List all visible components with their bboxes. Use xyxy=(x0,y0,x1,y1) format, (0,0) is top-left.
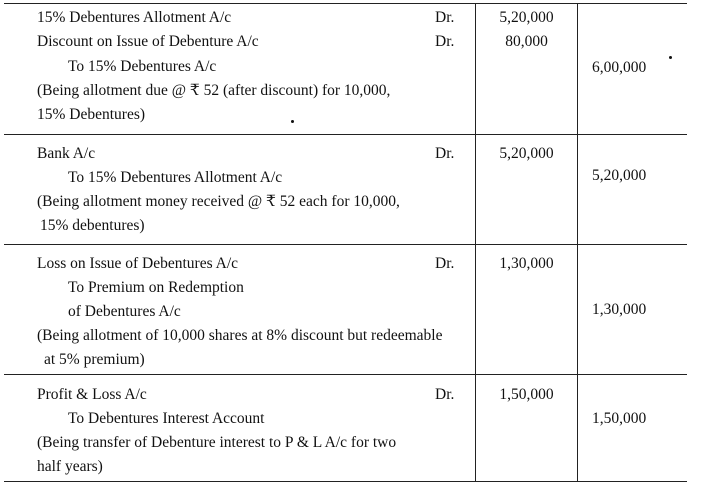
credit-amount: 5,20,000 xyxy=(592,167,647,184)
entry-particulars-line: Bank A/c xyxy=(37,145,96,162)
entry-narration: 15% debentures) xyxy=(40,217,145,234)
entry-particulars-line: of Debentures A/c xyxy=(68,303,181,320)
entry-particulars-line: To 15% Debentures A/c xyxy=(68,58,217,75)
row-divider xyxy=(4,374,687,375)
credit-amount: 6,00,000 xyxy=(592,59,647,76)
row-divider xyxy=(4,134,687,135)
debit-amount: 1,30,000 xyxy=(499,255,554,272)
entry-particulars-line: 15% Debentures Allotment A/c xyxy=(37,9,232,26)
dr-label: Dr. xyxy=(435,145,455,162)
entry-narration: half years) xyxy=(37,458,103,475)
scan-speck xyxy=(291,120,294,123)
debit-amount: 5,20,000 xyxy=(499,9,554,26)
dr-label: Dr. xyxy=(435,9,455,26)
debit-amount: 1,50,000 xyxy=(499,386,554,403)
entry-narration: 15% Debentures) xyxy=(37,106,146,123)
entry-particulars-line: Loss on Issue of Debentures A/c xyxy=(37,255,239,272)
credit-amount: 1,30,000 xyxy=(592,301,647,318)
credit-amount: 1,50,000 xyxy=(592,410,647,427)
entry-narration: (Being allotment due @ ₹ 52 (after discount) for 10,000, xyxy=(37,82,391,99)
entry-particulars-line: Discount on Issue of Debenture A/c xyxy=(37,33,259,50)
entry-particulars-line: To 15% Debentures Allotment A/c xyxy=(68,169,283,186)
entry-particulars-line: Profit & Loss A/c xyxy=(37,386,147,403)
entry-narration: at 5% premium) xyxy=(44,351,145,368)
row-divider-bottom xyxy=(4,481,687,482)
credit-column-divider xyxy=(577,4,578,482)
dr-label: Dr. xyxy=(435,255,455,272)
entry-narration: (Being allotment money received @ ₹ 52 each for 10,000, xyxy=(37,193,400,210)
entry-narration: (Being allotment of 10,000 shares at 8% discount but redeemable xyxy=(37,327,443,344)
dr-label: Dr. xyxy=(435,386,455,403)
entry-narration: (Being transfer of Debenture interest to P & L A/c for two xyxy=(37,434,397,451)
row-divider xyxy=(4,244,687,245)
debit-amount: 5,20,000 xyxy=(499,145,554,162)
dr-label: Dr. xyxy=(435,33,455,50)
debit-column-divider xyxy=(475,4,476,482)
row-divider-top xyxy=(4,3,687,4)
entry-particulars-line: To Debentures Interest Account xyxy=(68,410,265,427)
debit-amount: 80,000 xyxy=(505,33,548,50)
scan-speck xyxy=(669,56,672,59)
entry-particulars-line: To Premium on Redemption xyxy=(68,279,244,296)
